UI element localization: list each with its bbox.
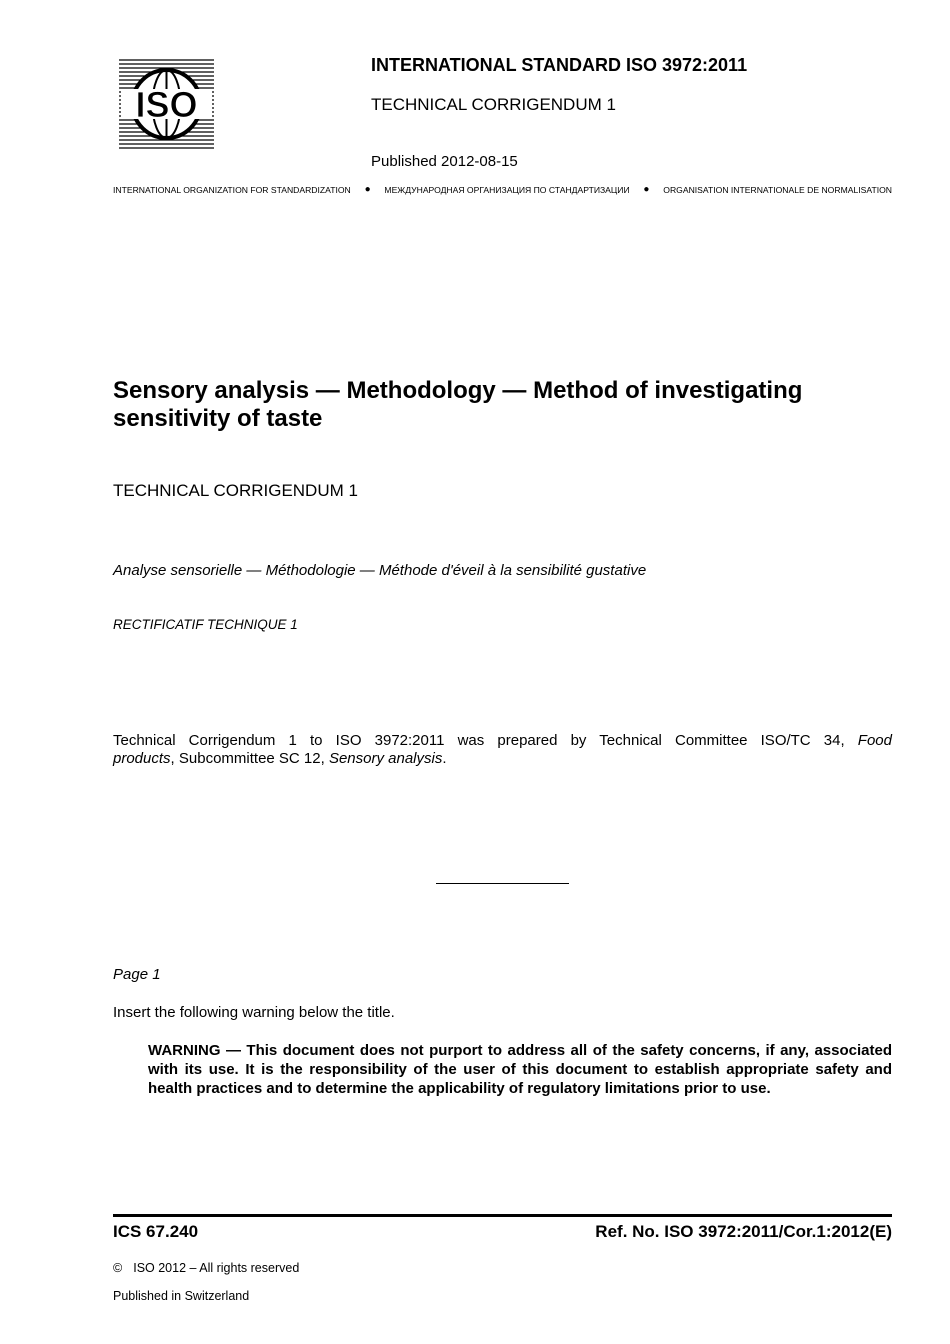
warning-text: WARNING — This document does not purport to address all of the safety concerns, if any, associated with its use. It is the responsibility of the user of this document to establish appropriate safety and health practices and to determine the applicability of regulatory limitations prior to use. xyxy=(148,1042,892,1097)
subcommittee-name: Sensory analysis xyxy=(328,750,443,767)
french-title: Analyse sensorielle — Méthodologie — Méthode d'éveil à la sensibilité gustative xyxy=(113,562,647,579)
published-date: Published 2012-08-15 xyxy=(371,153,518,170)
corrigendum-label: TECHNICAL CORRIGENDUM 1 xyxy=(371,95,616,114)
preparation-text: Technical Corrigendum 1 to ISO 3972:2011 was prepared by Technical Committee ISO/TC 34, xyxy=(113,732,845,749)
preparation-text: , Subcommittee SC 12, xyxy=(170,750,329,767)
footer-rule xyxy=(113,1214,892,1217)
document-title-line: sensitivity of taste xyxy=(113,405,323,432)
section-divider xyxy=(436,883,569,884)
instruction-text: Insert the following warning below the title. xyxy=(113,1004,395,1021)
bullet-separator: ● xyxy=(643,184,650,195)
standard-title: INTERNATIONAL STANDARD ISO 3972:2011 xyxy=(371,55,748,75)
ics-code: ICS 67.240 xyxy=(113,1222,199,1241)
french-corrigendum: RECTIFICATIF TECHNIQUE 1 xyxy=(113,617,298,632)
iso-logo xyxy=(117,57,216,152)
iso-logo-wordmark: ISO xyxy=(135,84,198,125)
preparation-paragraph xyxy=(113,732,892,768)
copyright-symbol: © xyxy=(113,1261,123,1275)
bullet-separator: ● xyxy=(364,184,371,195)
corrigendum-subtitle: TECHNICAL CORRIGENDUM 1 xyxy=(113,481,358,500)
org-name-en: INTERNATIONAL ORGANIZATION FOR STANDARDIZATION xyxy=(113,184,351,195)
committee-name-part: products xyxy=(113,750,171,767)
organization-names xyxy=(113,184,892,195)
copyright-notice xyxy=(113,1261,299,1275)
published-in: Published in Switzerland xyxy=(113,1289,250,1303)
reference-number: Ref. No. ISO 3972:2011/Cor.1:2012(E) xyxy=(595,1222,892,1241)
committee-name-part: Food xyxy=(857,732,892,749)
preparation-text: . xyxy=(442,750,447,767)
org-name-fr: ORGANISATION INTERNATIONALE DE NORMALISATION xyxy=(663,184,892,195)
org-name-ru: МЕЖДУНАРОДНАЯ ОРГАНИЗАЦИЯ ПО СТАНДАРТИЗАЦИИ xyxy=(384,184,630,195)
page-reference: Page 1 xyxy=(113,966,161,983)
copyright-text: ISO 2012 – All rights reserved xyxy=(133,1261,300,1275)
document-title xyxy=(113,377,892,433)
document-title-line: Sensory analysis — Methodology — Method of investigating xyxy=(113,377,803,404)
